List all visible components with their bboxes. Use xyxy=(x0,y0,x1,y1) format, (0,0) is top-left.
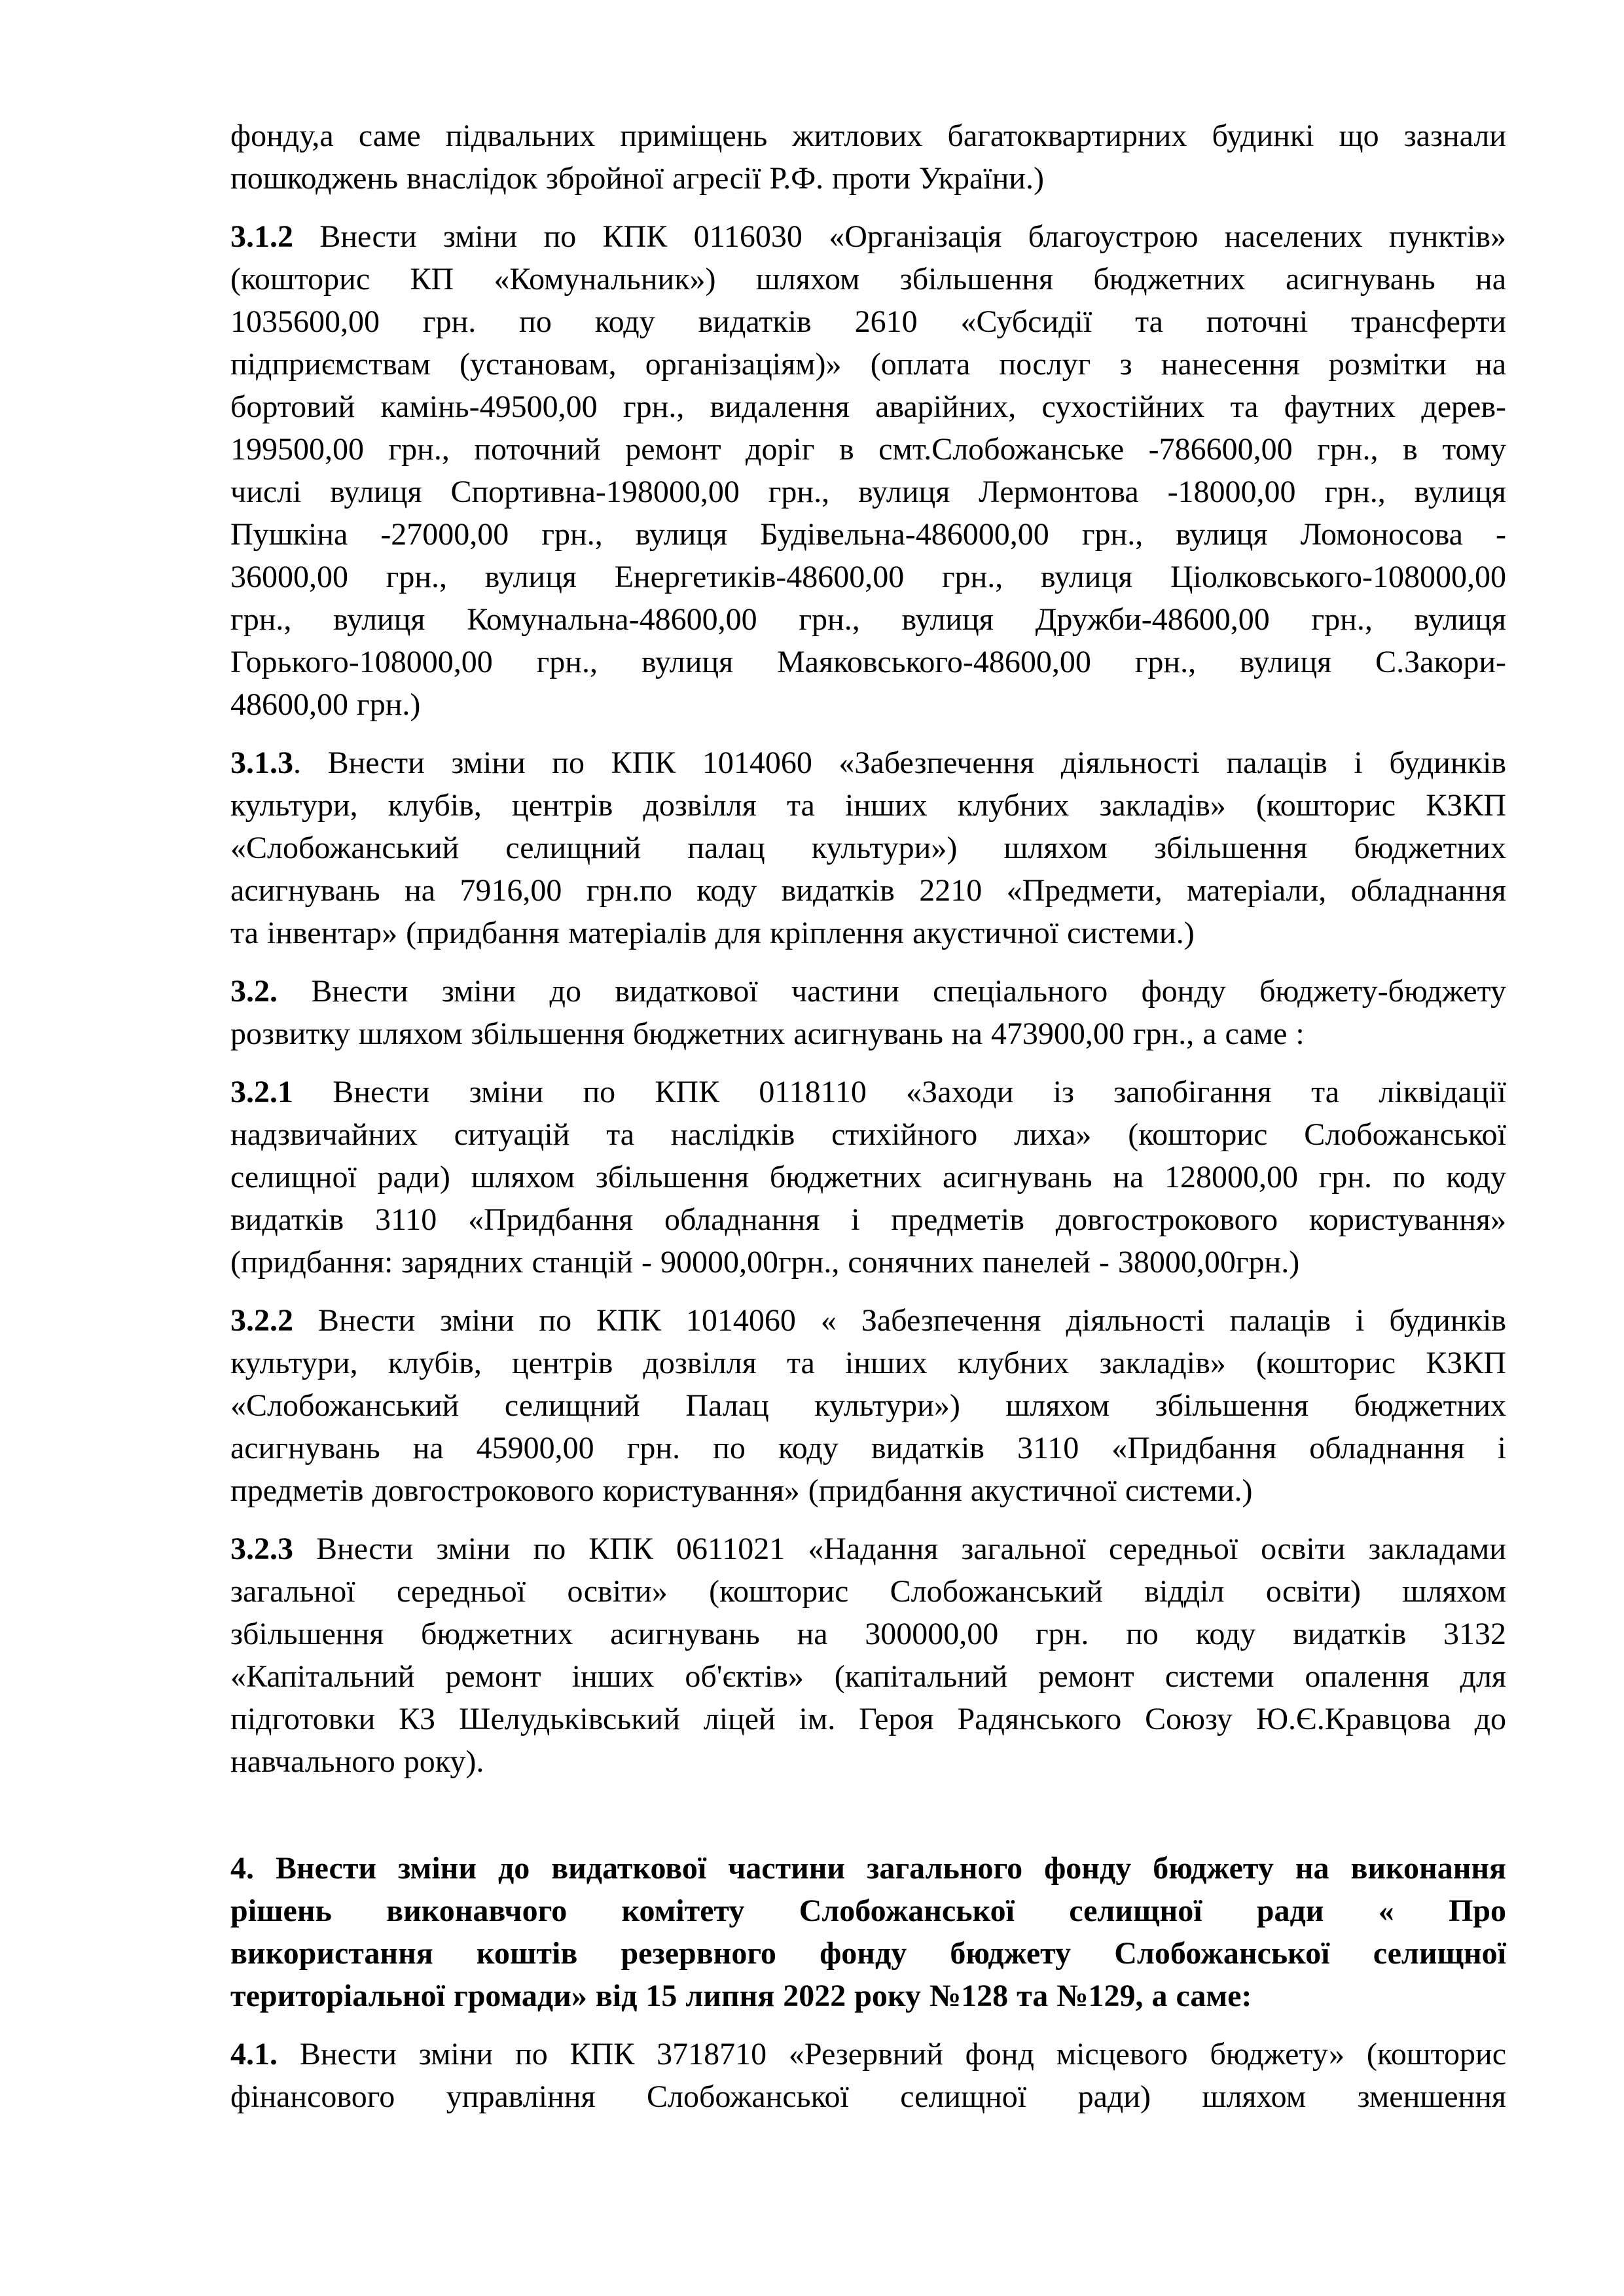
text-line xyxy=(230,513,1506,556)
text-segment: грн., вулиця Комунальна-48600,00 грн., вулиця Дружби-48600,00 грн., вулиця xyxy=(230,602,1506,637)
text-line xyxy=(230,1299,1506,1342)
text-line xyxy=(230,970,1506,1013)
text-line xyxy=(230,386,1506,428)
bold-text-segment: 3.2.1 xyxy=(230,1075,293,1109)
paragraph-3-2-2 xyxy=(230,1299,1506,1512)
paragraph-3-1-3 xyxy=(230,742,1506,954)
text-line xyxy=(230,683,1506,726)
text-segment: Внести зміни по КПК 3718710 «Резервний фонд місцевого бюджету» (кошторис xyxy=(278,2037,1506,2072)
paragraph-4 xyxy=(230,1847,1506,2017)
text-line xyxy=(230,641,1506,683)
text-line xyxy=(230,258,1506,300)
text-segment: пошкоджень внаслідок збройної агресії Р.Ф. проти України.) xyxy=(230,161,1044,196)
text-segment: та інвентар» (придбання матеріалів для кріплення акустичної системи.) xyxy=(230,916,1195,950)
text-segment: . Внести зміни по КПК 1014060 «Забезпечення діяльності палаців і будинків xyxy=(293,745,1506,780)
text-line xyxy=(230,556,1506,598)
bold-text-segment: 3.2.2 xyxy=(230,1303,293,1338)
text-segment: 1035600,00 грн. по коду видатків 2610 «Субсидії та поточні трансферти xyxy=(230,304,1506,339)
text-segment: 36000,00 грн., вулиця Енергетиків-48600,00 грн., вулиця Ціолковського-108000,00 xyxy=(230,560,1506,594)
text-segment: Внести зміни до видаткової частини спеціального фонду бюджету-бюджету xyxy=(278,974,1506,1009)
text-segment: селищної ради) шляхом збільшення бюджетних асигнувань на 128000,00 грн. по коду xyxy=(230,1160,1506,1194)
text-line xyxy=(230,215,1506,258)
text-line xyxy=(230,1570,1506,1613)
text-segment: «Капітальний ремонт інших об'єктів» (капітальний ремонт системи опалення для xyxy=(230,1659,1506,1694)
text-line xyxy=(230,1890,1506,1932)
text-segment: Пушкіна -27000,00 грн., вулиця Будівельна-486000,00 грн., вулиця Ломоносова - xyxy=(230,517,1506,552)
text-line xyxy=(230,1198,1506,1241)
paragraph-3-2-1 xyxy=(230,1071,1506,1283)
text-line xyxy=(230,1698,1506,1740)
text-line xyxy=(230,1655,1506,1698)
paragraph-4-1 xyxy=(230,2033,1506,2118)
text-segment: (придбання: зарядних станцій - 90000,00грн., сонячних панелей - 38000,00грн.) xyxy=(230,1245,1300,1280)
text-line xyxy=(230,115,1506,157)
text-segment: Внести зміни по КПК 0116030 «Організація благоустрою населених пунктів» xyxy=(293,219,1506,254)
bold-text-segment: 4.1. xyxy=(230,2037,278,2072)
text-segment: (кошторис КП «Комунальник») шляхом збільшення бюджетних асигнувань на xyxy=(230,262,1506,296)
paragraph-3-2-3 xyxy=(230,1528,1506,1783)
text-line xyxy=(230,1740,1506,1783)
text-segment: Внести зміни по КПК 1014060 « Забезпечення діяльності палаців і будинків xyxy=(293,1303,1506,1338)
text-line xyxy=(230,343,1506,386)
text-line xyxy=(230,471,1506,513)
bold-text-segment: 3.1.3 xyxy=(230,745,293,780)
text-segment: фінансового управління Слобожанської селищної ради) шляхом зменшення xyxy=(230,2079,1506,2114)
text-line xyxy=(230,1384,1506,1427)
text-line xyxy=(230,1469,1506,1512)
text-line xyxy=(230,1113,1506,1156)
text-line xyxy=(230,1613,1506,1655)
text-line xyxy=(230,912,1506,954)
text-line xyxy=(230,784,1506,827)
text-line xyxy=(230,1847,1506,1890)
text-line xyxy=(230,1241,1506,1283)
text-segment: асигнувань на 45900,00 грн. по коду видатків 3110 «Придбання обладнання і xyxy=(230,1431,1506,1465)
text-line xyxy=(230,2075,1506,2118)
bold-text-segment: 4. Внести зміни до видаткової частини загального фонду бюджету на виконання xyxy=(230,1851,1506,1886)
text-segment: надзвичайних ситуацій та наслідків стихійного лиха» (кошторис Слобожанської xyxy=(230,1117,1506,1152)
text-line xyxy=(230,1932,1506,1975)
text-segment: підготовки КЗ Шелудьківський ліцей ім. Героя Радянського Союзу Ю.Є.Кравцова до xyxy=(230,1702,1506,1736)
bold-text-segment: 3.2.3 xyxy=(230,1532,293,1566)
text-segment: навчального року). xyxy=(230,1744,484,1779)
text-segment: числі вулиця Спортивна-198000,00 грн., вулиця Лермонтова -18000,00 грн., вулиця xyxy=(230,475,1506,509)
bold-text-segment: використання коштів резервного фонду бюджету Слобожанської селищної xyxy=(230,1936,1506,1971)
bold-text-segment: 3.2. xyxy=(230,974,278,1009)
text-line xyxy=(230,1427,1506,1469)
text-segment: загальної середньої освіти» (кошторис Слобожанський відділ освіти) шляхом xyxy=(230,1574,1506,1609)
text-line xyxy=(230,742,1506,784)
text-line xyxy=(230,157,1506,200)
text-segment: бортовий камінь-49500,00 грн., видалення аварійних, сухостійних та фаутних дерев- xyxy=(230,389,1506,424)
text-line xyxy=(230,1342,1506,1384)
text-segment: предметів довгострокового користування» (придбання акустичної системи.) xyxy=(230,1473,1253,1508)
text-segment: асигнувань на 7916,00 грн.по коду видатків 2210 «Предмети, матеріали, обладнання xyxy=(230,873,1506,908)
text-line xyxy=(230,598,1506,641)
paragraph-continuation-top xyxy=(230,115,1506,200)
text-line xyxy=(230,1528,1506,1570)
text-segment: збільшення бюджетних асигнувань на 300000,00 грн. по коду видатків 3132 xyxy=(230,1617,1506,1651)
paragraph-3-1-2 xyxy=(230,215,1506,726)
text-segment: Внести зміни по КПК 0611021 «Надання загальної середньої освіти закладами xyxy=(293,1532,1506,1566)
text-segment: 199500,00 грн., поточний ремонт доріг в смт.Слобожанське -786600,00 грн., в тому xyxy=(230,432,1506,467)
bold-text-segment: рішень виконавчого комітету Слобожанської селищної ради « Про xyxy=(230,1893,1506,1928)
text-line xyxy=(230,827,1506,869)
text-segment: розвитку шляхом збільшення бюджетних асигнувань на 473900,00 грн., а саме : xyxy=(230,1016,1305,1051)
text-segment: Внести зміни по КПК 0118110 «Заходи із запобігання та ліквідації xyxy=(293,1075,1506,1109)
text-line xyxy=(230,2033,1506,2075)
text-segment: «Слобожанський селищний палац культури») шляхом збільшення бюджетних xyxy=(230,831,1506,865)
text-segment: Горького-108000,00 грн., вулиця Маяковського-48600,00 грн., вулиця С.Закори- xyxy=(230,645,1506,679)
paragraph-3-2 xyxy=(230,970,1506,1055)
text-line xyxy=(230,1013,1506,1055)
bold-text-segment: територіальної громади» від 15 липня 2022 року №128 та №129, а саме: xyxy=(230,1979,1252,2013)
text-line xyxy=(230,869,1506,912)
text-line xyxy=(230,1156,1506,1198)
text-segment: «Слобожанський селищний Палац культури») шляхом збільшення бюджетних xyxy=(230,1388,1506,1423)
document-body xyxy=(230,115,1506,2118)
text-segment: підприємствам (установам, організаціям)» (оплата послуг з нанесення розмітки на xyxy=(230,347,1506,382)
text-line xyxy=(230,1071,1506,1113)
text-segment: фонду,а саме підвальних приміщень житлових багатоквартирних будинкі що зазнали xyxy=(230,118,1506,153)
text-line xyxy=(230,1975,1506,2017)
text-segment: культури, клубів, центрів дозвілля та інших клубних закладів» (кошторис КЗКП xyxy=(230,1346,1506,1380)
text-line xyxy=(230,300,1506,343)
text-segment: 48600,00 грн.) xyxy=(230,687,421,722)
text-line xyxy=(230,428,1506,471)
text-segment: культури, клубів, центрів дозвілля та інших клубних закладів» (кошторис КЗКП xyxy=(230,788,1506,823)
bold-text-segment: 3.1.2 xyxy=(230,219,293,254)
text-segment: видатків 3110 «Придбання обладнання і предметів довгострокового користування» xyxy=(230,1202,1506,1237)
